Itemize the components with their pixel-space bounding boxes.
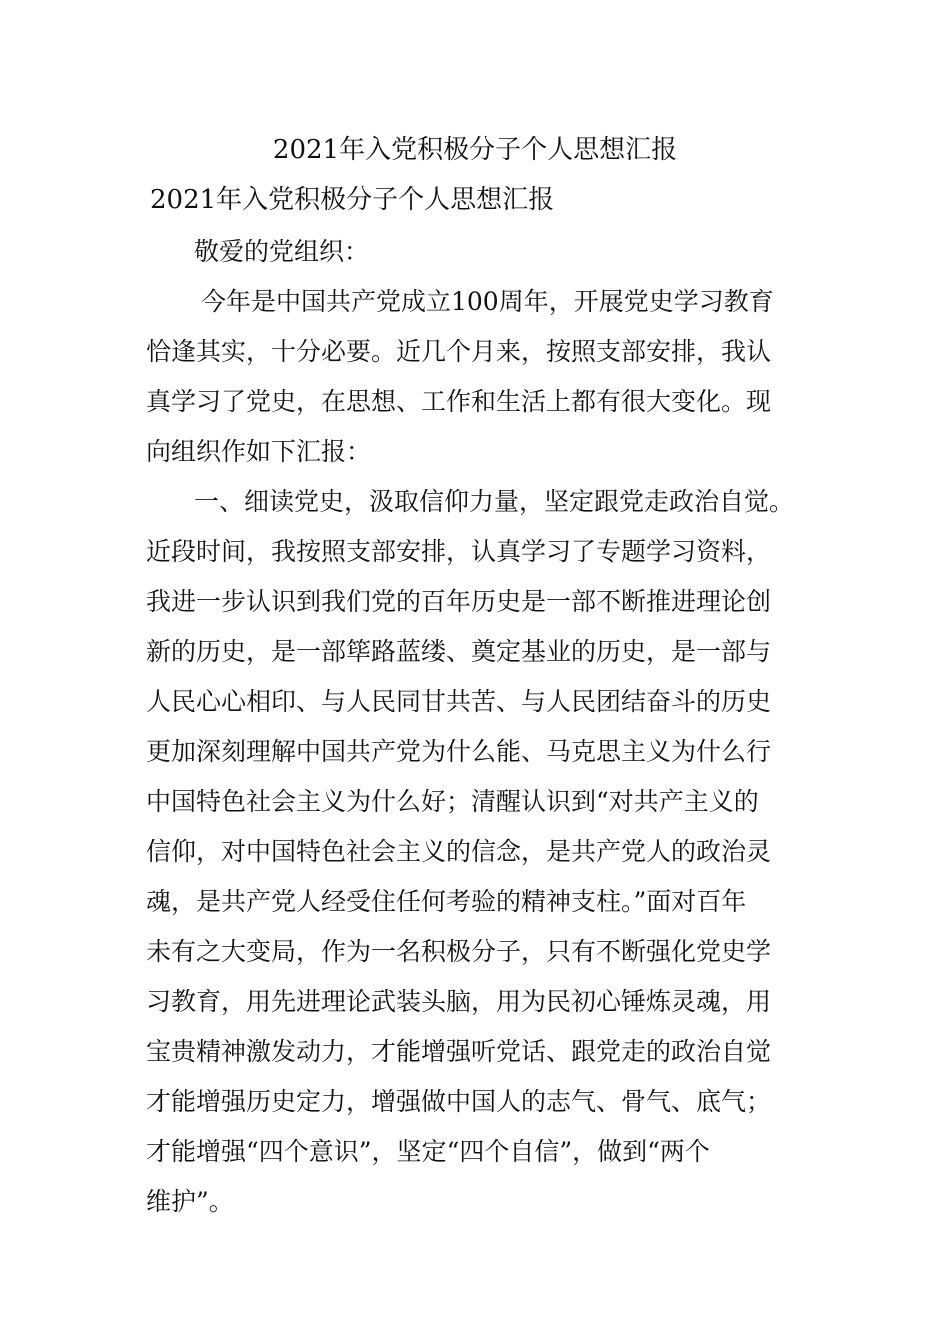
paragraph-line: 中国特色社会主义为什么好；清醒认识到“对共产主义的	[146, 787, 759, 816]
paragraph-line: 才能增强历史定力，增强做中国人的志气、骨气、底气；	[146, 1087, 772, 1116]
paragraph-line: 宝贵精神激发动力，才能增强听党话、跟党走的政治自觉	[146, 1037, 772, 1066]
paragraph-line: 近段时间，我按照支部安排，认真学习了专题学习资料，	[146, 537, 772, 566]
paragraph-line: 真学习了党史，在思想、工作和生活上都有很大变化。现	[146, 387, 772, 416]
paragraph-line: 信仰，对中国特色社会主义的信念，是共产党人的政治灵	[146, 837, 772, 866]
paragraph-line: 未有之大变局，作为一名积极分子，只有不断强化党史学	[146, 937, 772, 966]
paragraph-line: 人民心心相印、与人民同甘共苦、与人民团结奋斗的历史	[146, 687, 772, 716]
document-title: 2021年入党积极分子个人思想汇报	[272, 135, 678, 165]
paragraph-line: 我进一步认识到我们党的百年历史是一部不断推进理论创	[146, 587, 772, 616]
salutation: 敬爱的党组织：	[194, 237, 370, 266]
paragraph-line: 一、细读党史，汲取信仰力量，坚定跟党走政治自觉。	[194, 487, 795, 516]
paragraph-line: 新的历史，是一部筚路蓝缕、奠定基业的历史，是一部与	[146, 637, 772, 666]
paragraph-line: 更加深刻理解中国共产党为什么能、马克思主义为什么行	[146, 737, 772, 766]
paragraph-line: 恰逢其实，十分必要。近几个月来，按照支部安排，我认	[146, 337, 772, 366]
paragraph-line: 习教育，用先进理论武装头脑，用为民初心锤炼灵魂，用	[146, 987, 772, 1016]
paragraph-line: 今年是中国共产党成立100周年，开展党史学习教育	[201, 287, 774, 316]
paragraph-line: 才能增强“四个意识”，坚定“四个自信”，做到“两个	[146, 1137, 710, 1166]
document-subtitle: 2021年入党积极分子个人思想汇报	[150, 185, 555, 215]
paragraph-line: 向组织作如下汇报：	[146, 437, 372, 466]
paragraph-line: 维护”。	[146, 1187, 234, 1216]
paragraph-line: 魂，是共产党人经受住任何考验的精神支柱。”面对百年	[146, 887, 747, 916]
